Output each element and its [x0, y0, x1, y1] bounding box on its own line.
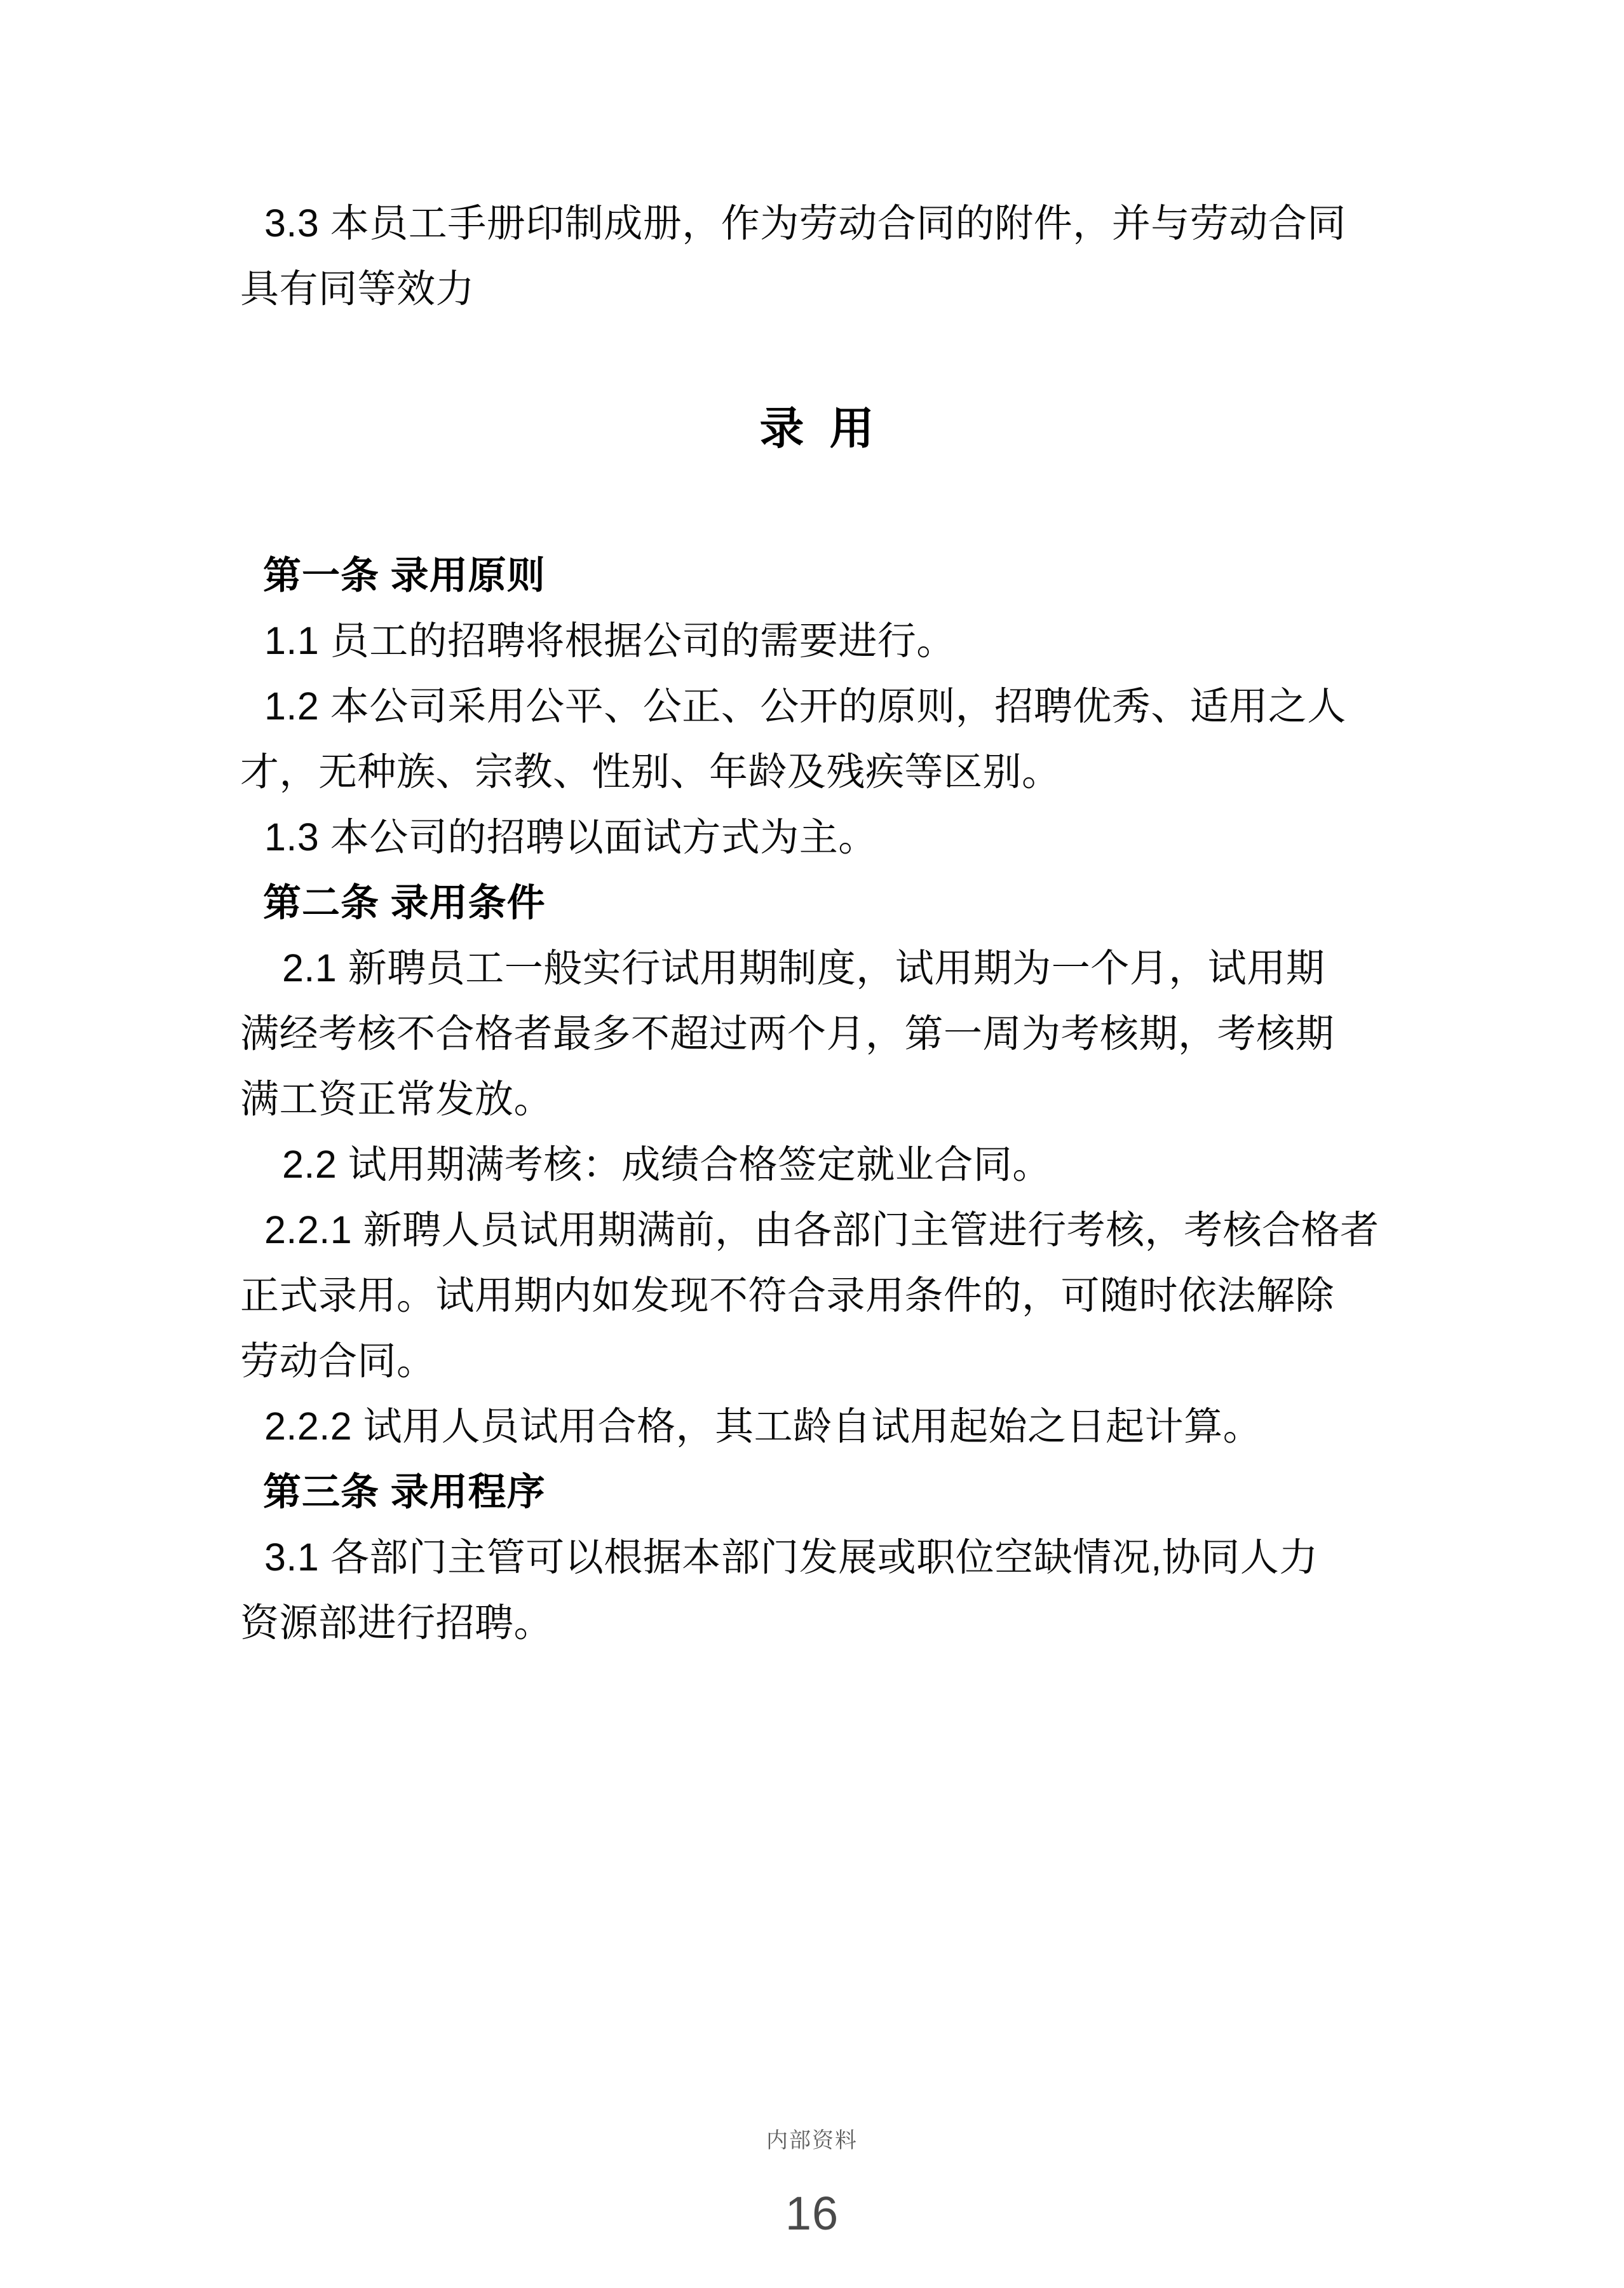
clause-2-2-line-1: 2.2 试用期满考核：成绩合格签定就业合同。 — [282, 1143, 1052, 1186]
clause-2-2-1-line-1: 2.2.1 新聘人员试用期满前，由各部门主管进行考核，考核合格者 — [264, 1208, 1379, 1251]
clause-3-1-line-2: 资源部进行招聘。 — [240, 1601, 553, 1644]
paragraph-3-3-line-1: 3.3 本员工手册印制成册，作为劳动合同的附件，并与劳动合同 — [264, 201, 1346, 245]
article-heading-1: 第一条 录用原则 — [263, 554, 546, 597]
clause-3-1-line-1: 3.1 各部门主管可以根据本部门发展或职位空缺情况,协同人力 — [264, 1536, 1318, 1579]
article-heading-2: 第二条 录用条件 — [263, 882, 546, 924]
page-number: 16 — [785, 2187, 839, 2240]
spacer-after-section-title — [240, 468, 1393, 543]
clause-2-1-line-1: 2.1 新聘员工一般实行试用期制度，试用期为一个月，试用期 — [282, 946, 1325, 990]
clause-1-3-line-1: 1.3 本公司的招聘以面试方式为主。 — [264, 815, 877, 859]
spacer-before-section-title — [240, 322, 1393, 393]
clause-2-2-1-line-2: 正式录用。试用期内如发现不符合录用条件的，可随时依法解除 — [240, 1274, 1335, 1317]
clause-2-1-line-3: 满工资正常发放。 — [240, 1077, 553, 1120]
clause-2-2-1-line-3: 劳动合同。 — [240, 1339, 436, 1382]
page-content — [240, 191, 1393, 1656]
footer-confidentiality-note: 内部资料 — [766, 2128, 858, 2153]
section-title-row — [240, 393, 1393, 468]
clause-1-2-line-2: 才，无种族、宗教、性别、年龄及残疾等区别。 — [240, 750, 1061, 793]
clause-1-1-line-1: 1.1 员工的招聘将根据公司的需要进行。 — [264, 619, 956, 662]
article-heading-3: 第三条 录用程序 — [263, 1471, 546, 1513]
clause-2-1-line-2: 满经考核不合格者最多不超过两个月，第一周为考核期，考核期 — [240, 1012, 1335, 1055]
clause-2-2-2-line-1: 2.2.2 试用人员试用合格，其工龄自试用起始之日起计算。 — [264, 1405, 1262, 1448]
clause-1-2-line-1: 1.2 本公司采用公平、公正、公开的原则，招聘优秀、适用之人 — [264, 684, 1346, 728]
section-title: 录用 — [759, 404, 900, 453]
paragraph-3-3-line-2: 具有同等效力 — [240, 267, 475, 310]
